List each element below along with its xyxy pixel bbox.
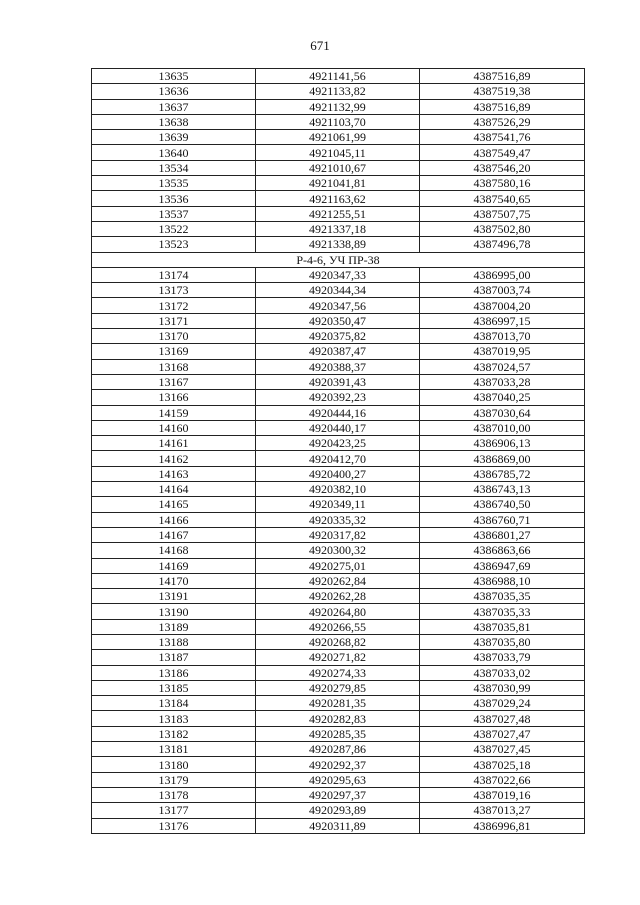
y-coordinate-cell: 4387004,20: [420, 298, 585, 313]
table-row: [92, 558, 585, 573]
x-coordinate-cell: 4920391,43: [256, 374, 420, 389]
coordinates-group-b: [92, 267, 585, 833]
point-number-cell: 14165: [92, 497, 256, 512]
x-coordinate-cell: 4920347,33: [256, 267, 420, 282]
y-coordinate-cell: 4387526,29: [420, 114, 585, 129]
x-coordinate-cell: 4920279,85: [256, 680, 420, 695]
x-coordinate-cell: 4920282,83: [256, 711, 420, 726]
point-number-cell: 13638: [92, 114, 256, 129]
y-coordinate-cell: 4387519,38: [420, 84, 585, 99]
x-coordinate-cell: 4921163,62: [256, 191, 420, 206]
y-coordinate-cell: 4387546,20: [420, 160, 585, 175]
x-coordinate-cell: 4921337,18: [256, 221, 420, 236]
y-coordinate-cell: 4387024,57: [420, 359, 585, 374]
coordinates-table: [91, 68, 585, 834]
point-number-cell: 13182: [92, 726, 256, 741]
point-number-cell: 13637: [92, 99, 256, 114]
x-coordinate-cell: 4920287,86: [256, 742, 420, 757]
table-row: [92, 543, 585, 558]
y-coordinate-cell: 4387516,89: [420, 99, 585, 114]
x-coordinate-cell: 4920266,55: [256, 619, 420, 634]
point-number-cell: 14159: [92, 405, 256, 420]
x-coordinate-cell: 4921061,99: [256, 130, 420, 145]
x-coordinate-cell: 4921255,51: [256, 206, 420, 221]
table-row: [92, 818, 585, 833]
table-row: [92, 497, 585, 512]
y-coordinate-cell: 4387030,99: [420, 680, 585, 695]
table-row: [92, 742, 585, 757]
y-coordinate-cell: 4387580,16: [420, 176, 585, 191]
table-row: [92, 436, 585, 451]
y-coordinate-cell: 4387033,02: [420, 665, 585, 680]
x-coordinate-cell: 4920387,47: [256, 344, 420, 359]
y-coordinate-cell: 4387029,24: [420, 696, 585, 711]
y-coordinate-cell: 4387033,28: [420, 374, 585, 389]
coordinates-group-a: [92, 69, 585, 253]
x-coordinate-cell: 4920295,63: [256, 772, 420, 787]
table-row: [92, 313, 585, 328]
table-row: [92, 634, 585, 649]
x-coordinate-cell: 4921045,11: [256, 145, 420, 160]
table-row: [92, 130, 585, 145]
table-row: [92, 191, 585, 206]
x-coordinate-cell: 4920300,32: [256, 543, 420, 558]
y-coordinate-cell: 4387507,75: [420, 206, 585, 221]
x-coordinate-cell: 4920275,01: [256, 558, 420, 573]
point-number-cell: 13169: [92, 344, 256, 359]
point-number-cell: 13522: [92, 221, 256, 236]
x-coordinate-cell: 4920344,34: [256, 283, 420, 298]
section-header-group: [92, 252, 585, 267]
point-number-cell: 13191: [92, 589, 256, 604]
point-number-cell: 14163: [92, 466, 256, 481]
y-coordinate-cell: 4387541,76: [420, 130, 585, 145]
point-number-cell: 14168: [92, 543, 256, 558]
point-number-cell: 13180: [92, 757, 256, 772]
table-row: [92, 604, 585, 619]
point-number-cell: 14167: [92, 527, 256, 542]
point-number-cell: 13190: [92, 604, 256, 619]
table-row: [92, 206, 585, 221]
table-row: [92, 512, 585, 527]
table-row: [92, 451, 585, 466]
point-number-cell: 13181: [92, 742, 256, 757]
table-row: [92, 420, 585, 435]
point-number-cell: 13534: [92, 160, 256, 175]
y-coordinate-cell: 4387035,81: [420, 619, 585, 634]
table-row: [92, 405, 585, 420]
x-coordinate-cell: 4920262,84: [256, 573, 420, 588]
table-row: [92, 176, 585, 191]
table-row: [92, 619, 585, 634]
x-coordinate-cell: 4920392,23: [256, 390, 420, 405]
y-coordinate-cell: 4387027,48: [420, 711, 585, 726]
point-number-cell: 14161: [92, 436, 256, 451]
y-coordinate-cell: 4386743,13: [420, 482, 585, 497]
y-coordinate-cell: 4387003,74: [420, 283, 585, 298]
point-number-cell: 13537: [92, 206, 256, 221]
y-coordinate-cell: 4386869,00: [420, 451, 585, 466]
point-number-cell: 13635: [92, 69, 256, 84]
y-coordinate-cell: 4386996,81: [420, 818, 585, 833]
point-number-cell: 13172: [92, 298, 256, 313]
point-number-cell: 13178: [92, 787, 256, 802]
table-row: [92, 374, 585, 389]
table-row: [92, 298, 585, 313]
table-row: [92, 482, 585, 497]
y-coordinate-cell: 4387022,66: [420, 772, 585, 787]
x-coordinate-cell: 4921041,81: [256, 176, 420, 191]
table-row: [92, 69, 585, 84]
table-row: [92, 267, 585, 282]
x-coordinate-cell: 4921141,56: [256, 69, 420, 84]
section-header-row: [92, 252, 585, 267]
table-row: [92, 772, 585, 787]
x-coordinate-cell: 4920375,82: [256, 329, 420, 344]
point-number-cell: 13636: [92, 84, 256, 99]
x-coordinate-cell: 4921338,89: [256, 237, 420, 252]
x-coordinate-cell: 4920388,37: [256, 359, 420, 374]
point-number-cell: 13536: [92, 191, 256, 206]
y-coordinate-cell: 4387502,80: [420, 221, 585, 236]
x-coordinate-cell: 4920274,33: [256, 665, 420, 680]
x-coordinate-cell: 4920349,11: [256, 497, 420, 512]
point-number-cell: 13170: [92, 329, 256, 344]
table-row: [92, 757, 585, 772]
y-coordinate-cell: 4387040,25: [420, 390, 585, 405]
x-coordinate-cell: 4920444,16: [256, 405, 420, 420]
table-row: [92, 84, 585, 99]
x-coordinate-cell: 4920382,10: [256, 482, 420, 497]
point-number-cell: 14170: [92, 573, 256, 588]
table-row: [92, 329, 585, 344]
section-title: Р-4-6, УЧ ПР-38: [92, 252, 585, 267]
point-number-cell: 13184: [92, 696, 256, 711]
y-coordinate-cell: 4386997,15: [420, 313, 585, 328]
table-row: [92, 527, 585, 542]
y-coordinate-cell: 4386760,71: [420, 512, 585, 527]
y-coordinate-cell: 4387019,95: [420, 344, 585, 359]
point-number-cell: 13166: [92, 390, 256, 405]
y-coordinate-cell: 4386785,72: [420, 466, 585, 481]
table-row: [92, 99, 585, 114]
x-coordinate-cell: 4920293,89: [256, 803, 420, 818]
x-coordinate-cell: 4921132,99: [256, 99, 420, 114]
point-number-cell: 13173: [92, 283, 256, 298]
point-number-cell: 14162: [92, 451, 256, 466]
table-row: [92, 237, 585, 252]
point-number-cell: 13174: [92, 267, 256, 282]
point-number-cell: 13186: [92, 665, 256, 680]
point-number-cell: 13639: [92, 130, 256, 145]
table-row: [92, 711, 585, 726]
x-coordinate-cell: 4920400,27: [256, 466, 420, 481]
y-coordinate-cell: 4387516,89: [420, 69, 585, 84]
y-coordinate-cell: 4387035,80: [420, 634, 585, 649]
table-row: [92, 390, 585, 405]
point-number-cell: 13179: [92, 772, 256, 787]
y-coordinate-cell: 4386906,13: [420, 436, 585, 451]
y-coordinate-cell: 4387019,16: [420, 787, 585, 802]
x-coordinate-cell: 4921010,67: [256, 160, 420, 175]
table-row: [92, 359, 585, 374]
x-coordinate-cell: 4920440,17: [256, 420, 420, 435]
point-number-cell: 13171: [92, 313, 256, 328]
table-row: [92, 803, 585, 818]
point-number-cell: 13189: [92, 619, 256, 634]
table-row: [92, 787, 585, 802]
y-coordinate-cell: 4387027,47: [420, 726, 585, 741]
y-coordinate-cell: 4387035,33: [420, 604, 585, 619]
table-row: [92, 696, 585, 711]
table-row: [92, 650, 585, 665]
y-coordinate-cell: 4386947,69: [420, 558, 585, 573]
table-row: [92, 283, 585, 298]
y-coordinate-cell: 4386988,10: [420, 573, 585, 588]
point-number-cell: 14169: [92, 558, 256, 573]
table-row: [92, 726, 585, 741]
x-coordinate-cell: 4920264,80: [256, 604, 420, 619]
point-number-cell: 14166: [92, 512, 256, 527]
y-coordinate-cell: 4386863,66: [420, 543, 585, 558]
point-number-cell: 13167: [92, 374, 256, 389]
x-coordinate-cell: 4921133,82: [256, 84, 420, 99]
x-coordinate-cell: 4920311,89: [256, 818, 420, 833]
point-number-cell: 13168: [92, 359, 256, 374]
page-number: 671: [310, 38, 330, 53]
table-row: [92, 665, 585, 680]
x-coordinate-cell: 4920268,82: [256, 634, 420, 649]
x-coordinate-cell: 4920335,32: [256, 512, 420, 527]
table-row: [92, 680, 585, 695]
point-number-cell: 13183: [92, 711, 256, 726]
table-row: [92, 589, 585, 604]
point-number-cell: 14164: [92, 482, 256, 497]
x-coordinate-cell: 4920423,25: [256, 436, 420, 451]
y-coordinate-cell: 4387025,18: [420, 757, 585, 772]
table-row: [92, 573, 585, 588]
x-coordinate-cell: 4920292,37: [256, 757, 420, 772]
table-row: [92, 221, 585, 236]
point-number-cell: 14160: [92, 420, 256, 435]
x-coordinate-cell: 4920281,35: [256, 696, 420, 711]
table-row: [92, 145, 585, 160]
x-coordinate-cell: 4921103,70: [256, 114, 420, 129]
x-coordinate-cell: 4920412,70: [256, 451, 420, 466]
y-coordinate-cell: 4386740,50: [420, 497, 585, 512]
y-coordinate-cell: 4387033,79: [420, 650, 585, 665]
y-coordinate-cell: 4387013,27: [420, 803, 585, 818]
y-coordinate-cell: 4386801,27: [420, 527, 585, 542]
x-coordinate-cell: 4920297,37: [256, 787, 420, 802]
y-coordinate-cell: 4386995,00: [420, 267, 585, 282]
y-coordinate-cell: 4387035,35: [420, 589, 585, 604]
y-coordinate-cell: 4387013,70: [420, 329, 585, 344]
point-number-cell: 13188: [92, 634, 256, 649]
table-row: [92, 344, 585, 359]
x-coordinate-cell: 4920317,82: [256, 527, 420, 542]
point-number-cell: 13523: [92, 237, 256, 252]
point-number-cell: 13176: [92, 818, 256, 833]
x-coordinate-cell: 4920285,35: [256, 726, 420, 741]
point-number-cell: 13185: [92, 680, 256, 695]
table-row: [92, 114, 585, 129]
y-coordinate-cell: 4387540,65: [420, 191, 585, 206]
point-number-cell: 13177: [92, 803, 256, 818]
y-coordinate-cell: 4387027,45: [420, 742, 585, 757]
x-coordinate-cell: 4920271,82: [256, 650, 420, 665]
y-coordinate-cell: 4387030,64: [420, 405, 585, 420]
y-coordinate-cell: 4387010,00: [420, 420, 585, 435]
table-row: [92, 160, 585, 175]
y-coordinate-cell: 4387549,47: [420, 145, 585, 160]
point-number-cell: 13640: [92, 145, 256, 160]
x-coordinate-cell: 4920350,47: [256, 313, 420, 328]
point-number-cell: 13187: [92, 650, 256, 665]
table-row: [92, 466, 585, 481]
y-coordinate-cell: 4387496,78: [420, 237, 585, 252]
x-coordinate-cell: 4920347,56: [256, 298, 420, 313]
x-coordinate-cell: 4920262,28: [256, 589, 420, 604]
point-number-cell: 13535: [92, 176, 256, 191]
